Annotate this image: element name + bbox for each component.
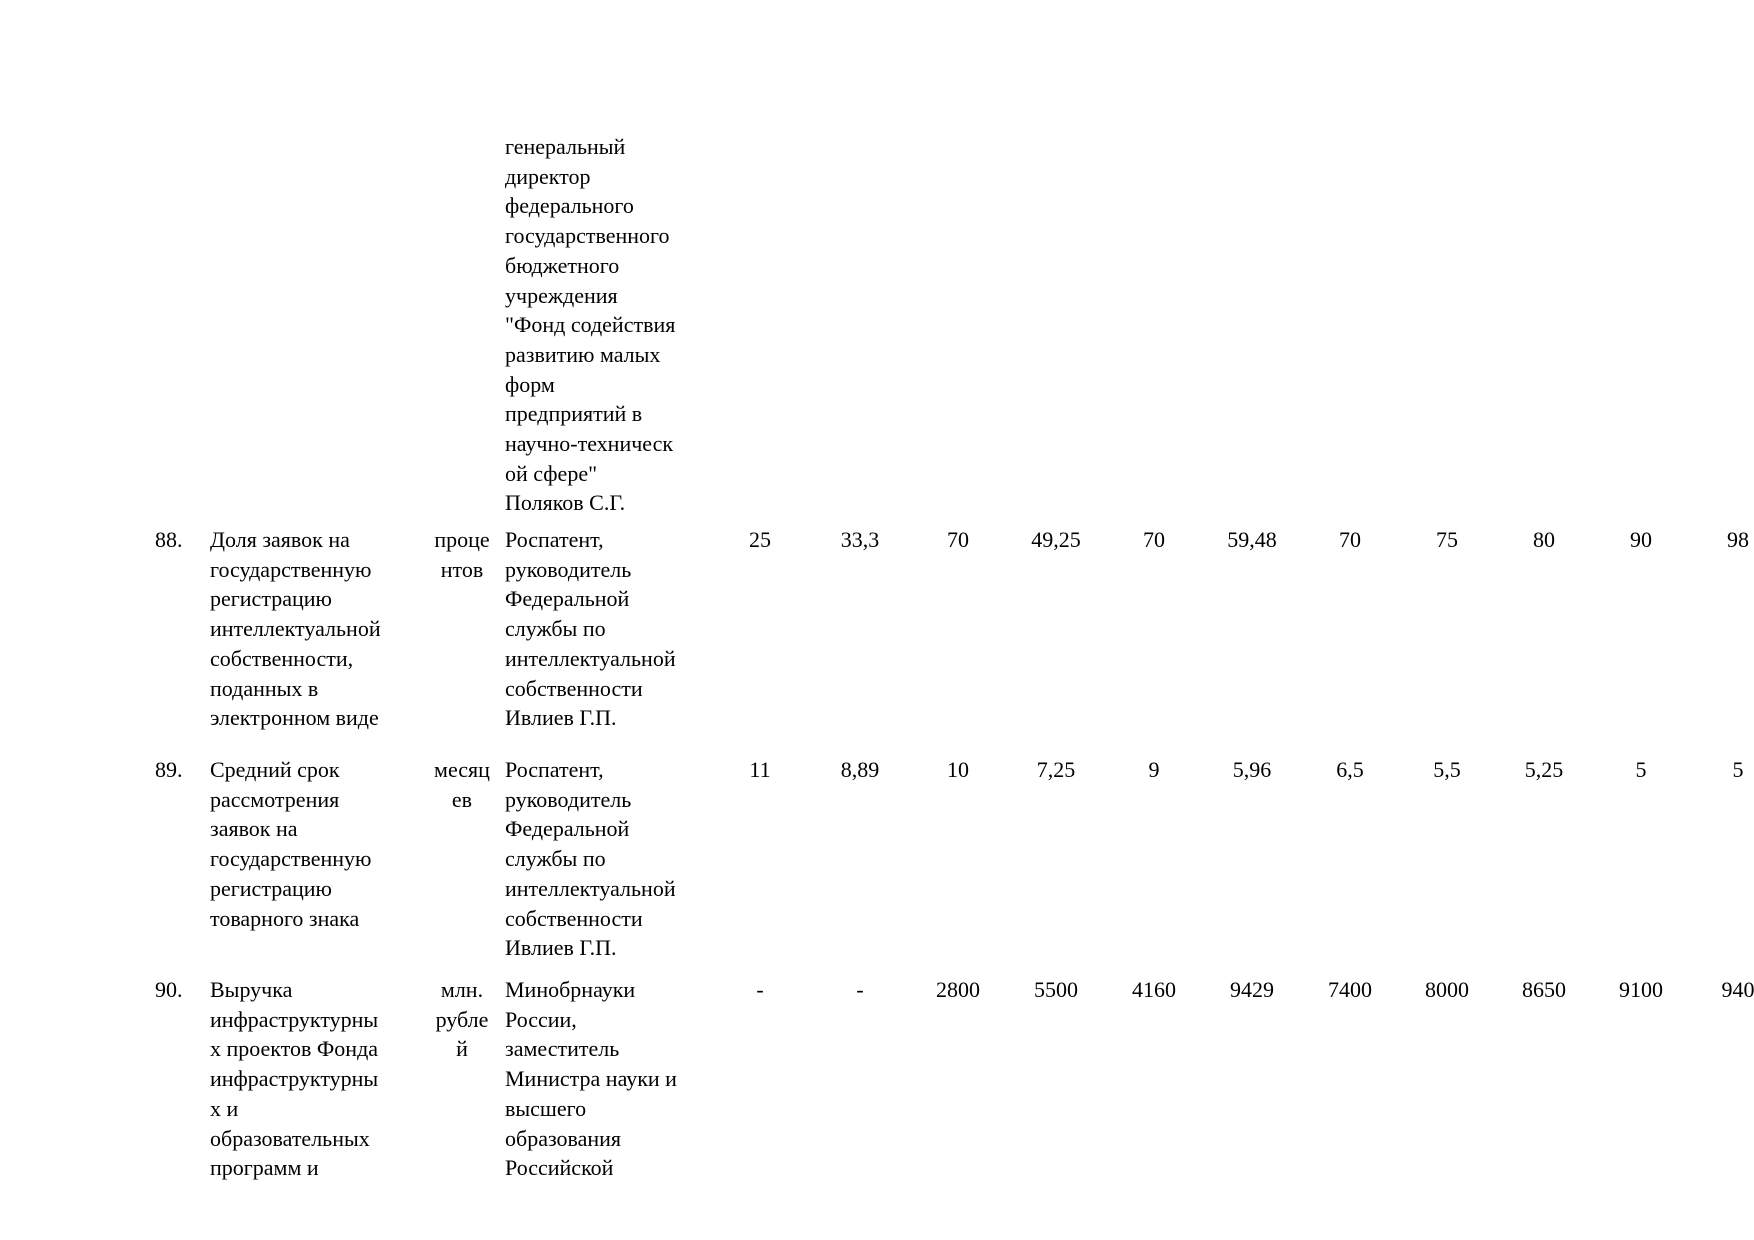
- unit-cell: [416, 755, 508, 814]
- indicator-cell-line: инфраструктурны: [210, 1006, 379, 1032]
- indicator-cell-line: государственную: [210, 846, 372, 872]
- value-cell: 2800: [936, 977, 980, 1002]
- row-number: 89.: [155, 757, 183, 782]
- indicator-cell-line: интеллектуальной: [210, 616, 381, 642]
- indicator-cell-line: инфраструктурны: [210, 1066, 379, 1092]
- indicator-cell-line: регистрацию: [210, 586, 332, 612]
- unit-cell-line: проце: [434, 527, 490, 552]
- value-cell: 7400: [1328, 977, 1372, 1002]
- indicator-cell-line: собственности,: [210, 645, 354, 671]
- value-cell: 70: [947, 527, 969, 552]
- indicator-cell-line: программ и: [210, 1155, 319, 1181]
- value-cell: -: [756, 977, 764, 1002]
- value-cell: -: [856, 977, 864, 1002]
- unit-cell-line: рубле: [435, 1006, 489, 1032]
- value-cell: 8650: [1522, 977, 1566, 1002]
- unit-cell: [416, 975, 508, 1064]
- value-cell: 33,3: [840, 527, 880, 552]
- responsible-cell-line: Министра науки и: [505, 1066, 677, 1092]
- value-cell: 9429: [1230, 977, 1274, 1002]
- value-cell: 5,5: [1433, 757, 1461, 782]
- indicator-cell-line: электронном виде: [210, 705, 379, 731]
- responsible-cell: [505, 525, 720, 733]
- value-cell: 80: [1533, 527, 1555, 552]
- value-cell: 10: [947, 757, 969, 782]
- indicator-cell: [210, 975, 415, 1183]
- continuation-responsible-cell-line: Поляков С.Г.: [505, 490, 626, 516]
- responsible-cell-line: Федеральной: [505, 586, 630, 612]
- indicator-cell-line: поданных в: [210, 675, 319, 701]
- responsible-cell-line: Роспатент,: [505, 527, 604, 552]
- unit-cell-line: ев: [451, 786, 473, 812]
- unit-cell-line: й: [456, 1036, 468, 1062]
- continuation-responsible-cell-line: директор: [505, 163, 591, 189]
- continuation-responsible-cell-line: научно-техническ: [505, 431, 674, 457]
- continuation-responsible-cell-line: бюджетного: [505, 252, 620, 278]
- value-cell: 70: [1339, 527, 1361, 552]
- indicator-cell-line: Средний срок: [210, 757, 340, 782]
- value-cell: 59,48: [1227, 527, 1277, 552]
- value-cell: 6,5: [1336, 757, 1364, 782]
- continuation-responsible-cell-line: учреждения: [505, 282, 618, 308]
- value-cell: 90: [1630, 527, 1652, 552]
- responsible-cell-line: интеллектуальной: [505, 645, 676, 671]
- value-cell: 11: [749, 757, 771, 782]
- indicator-cell-line: х и: [210, 1095, 239, 1121]
- value-cell: 5500: [1034, 977, 1078, 1002]
- value-cell: 70: [1143, 527, 1165, 552]
- responsible-cell-line: Российской: [505, 1155, 614, 1181]
- value-cell: 8000: [1425, 977, 1469, 1002]
- indicator-cell-line: государственную: [210, 556, 372, 582]
- responsible-cell-line: образования: [505, 1125, 622, 1151]
- value-cell: 5,96: [1232, 757, 1272, 782]
- indicator-cell-line: заявок на: [210, 816, 298, 842]
- responsible-cell-line: Минобрнауки: [505, 977, 636, 1002]
- responsible-cell-line: высшего: [505, 1095, 587, 1121]
- indicator-cell-line: рассмотрения: [210, 786, 340, 812]
- responsible-cell-line: Роспатент,: [505, 757, 604, 782]
- unit-cell: [416, 525, 508, 584]
- responsible-cell-line: Ивлиев Г.П.: [505, 935, 617, 961]
- value-cell: 7,25: [1036, 757, 1076, 782]
- continuation-responsible-cell-line: развитию малых: [505, 341, 661, 367]
- responsible-cell-line: руководитель: [505, 556, 632, 582]
- indicator-cell-line: х проектов Фонда: [210, 1036, 379, 1062]
- value-cell: 940: [1721, 977, 1754, 1002]
- unit-cell-line: млн.: [440, 977, 484, 1002]
- value-cell: 75: [1436, 527, 1458, 552]
- indicator-cell-line: Доля заявок на: [210, 527, 350, 552]
- value-cell: 5: [1732, 757, 1744, 782]
- value-cell: 5,25: [1524, 757, 1564, 782]
- responsible-cell-line: интеллектуальной: [505, 875, 676, 901]
- responsible-cell-line: заместитель: [505, 1036, 620, 1062]
- continuation-responsible-cell-line: предприятий в: [505, 401, 643, 427]
- responsible-cell: [505, 755, 720, 963]
- unit-cell-line: нтов: [440, 556, 484, 582]
- unit-cell-line: месяц: [434, 757, 490, 782]
- responsible-cell: [505, 975, 720, 1183]
- responsible-cell-line: Ивлиев Г.П.: [505, 705, 617, 731]
- continuation-responsible-cell: [505, 132, 720, 518]
- responsible-cell-line: службы по: [505, 616, 606, 642]
- indicator-cell-line: Выручка: [210, 977, 293, 1002]
- indicator-cell-line: регистрацию: [210, 875, 332, 901]
- indicator-cell-line: образовательных: [210, 1125, 370, 1151]
- value-cell: 25: [749, 527, 771, 552]
- value-cell: 8,89: [840, 757, 880, 782]
- continuation-responsible-cell-line: "Фонд содействия: [505, 312, 676, 338]
- responsible-cell-line: Федеральной: [505, 816, 630, 842]
- responsible-cell-line: руководитель: [505, 786, 632, 812]
- responsible-cell-line: собственности: [505, 675, 643, 701]
- continuation-responsible-cell-line: ой сфере": [505, 460, 598, 486]
- continuation-responsible-cell-line: государственного: [505, 223, 670, 249]
- value-cell: 9: [1148, 757, 1160, 782]
- value-cell: 49,25: [1031, 527, 1081, 552]
- continuation-responsible-cell-line: форм: [505, 371, 555, 397]
- value-cell: 5: [1635, 757, 1647, 782]
- continuation-responsible-cell-line: генеральный: [505, 134, 626, 159]
- indicator-cell: [210, 525, 415, 733]
- value-cell: 98: [1727, 527, 1749, 552]
- responsible-cell-line: собственности: [505, 905, 643, 931]
- responsible-cell-line: России,: [505, 1006, 577, 1032]
- indicator-cell-line: товарного знака: [210, 905, 360, 931]
- indicator-cell: [210, 755, 415, 933]
- continuation-responsible-cell-line: федерального: [505, 193, 634, 219]
- row-number: 88.: [155, 527, 183, 552]
- value-cell: 4160: [1132, 977, 1176, 1002]
- value-cell: 9100: [1619, 977, 1663, 1002]
- row-number: 90.: [155, 977, 183, 1002]
- responsible-cell-line: службы по: [505, 846, 606, 872]
